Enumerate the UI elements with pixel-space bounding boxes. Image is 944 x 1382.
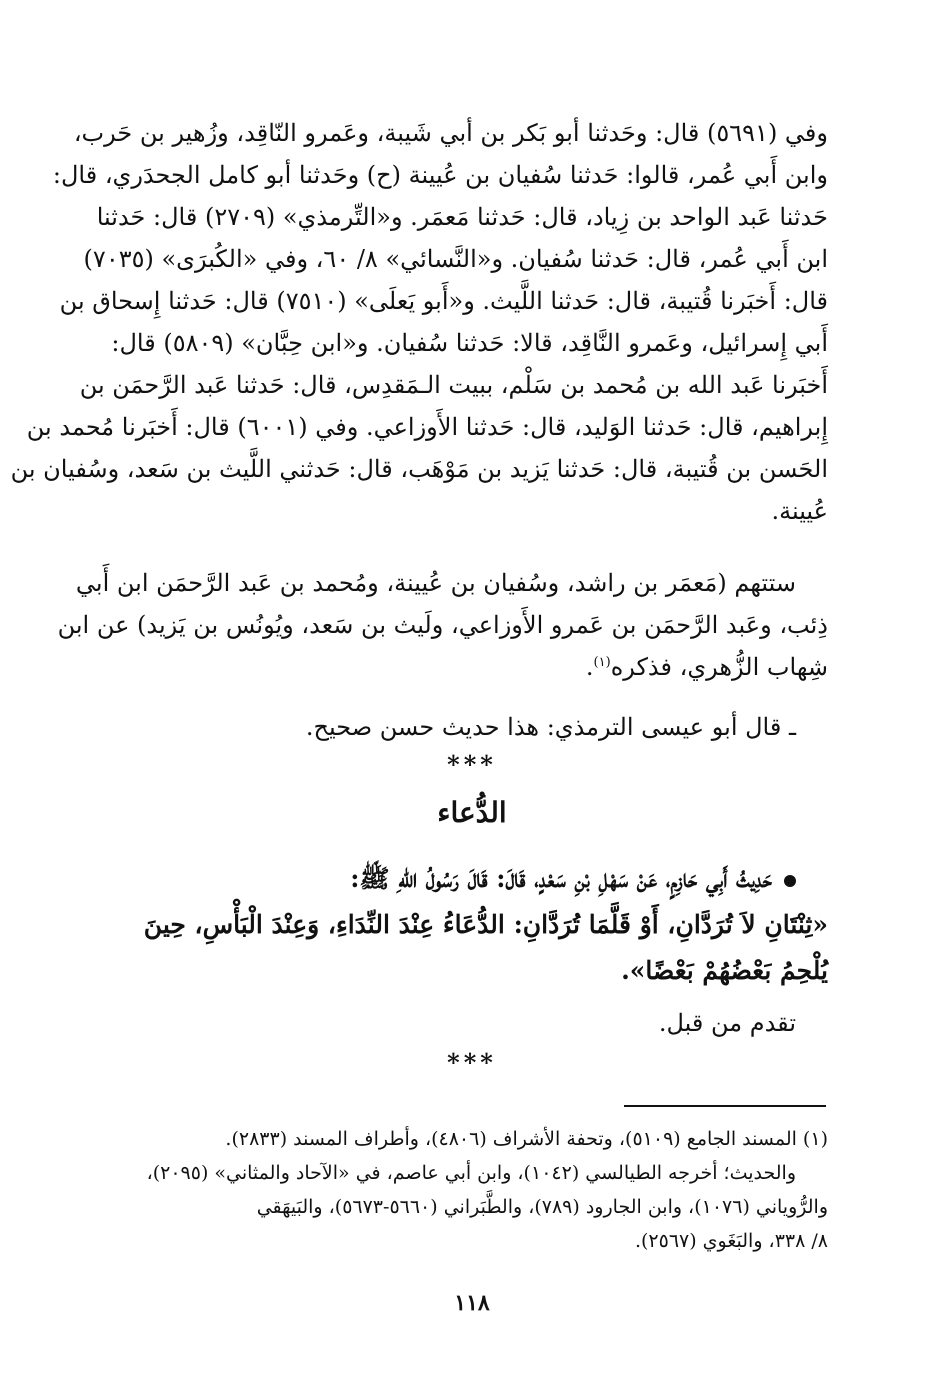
text-line: ذِئب، وعَبد الرَّحمَن بن عَمرو الأَوزاعي، ولَيث بن سَعد، ويُونُس بن يَزيد) عن ابن xyxy=(57,611,828,639)
section-separator: *** xyxy=(447,750,497,779)
text-line: قال: أَخبَرنا قُتيبة، قال: حَدثنا اللَّيث. و«أَبو يَعلَى» (٧٥١٠) قال: حَدثنا إِسحاق بن xyxy=(59,287,828,315)
bullet-icon xyxy=(784,875,796,887)
section-separator: *** xyxy=(447,1048,497,1077)
text-line: الحَسن بن قُتيبة، قال: حَدثنا يَزيد بن مَوْهَب، قال: حَدثني اللَّيث بن سَعد، وسُفيان بن xyxy=(10,455,828,483)
hadith-line: «ثِنْتَانِ لاَ تُرَدَّانِ، أَوْ قَلَّمَا تُرَدَّانِ: الدُّعَاءُ عِنْدَ النِّدَاءِ، وَعِنْدَ الْبَأْسِ، حِينَ xyxy=(143,910,828,939)
text-line: حَدثنا عَبد الواحد بن زِياد، قال: حَدثنا مَعمَر. و«التِّرمذي» (٢٧٠٩) قال: حَدثنا xyxy=(96,203,828,231)
text-line: أَخبَرنا عَبد الله بن مُحمد بن سَلْم، ببيت الـمَقدِس، قال: حَدثنا عَبد الرَّحمَن بن xyxy=(79,371,828,399)
page-number: ١١٨ xyxy=(454,1290,490,1316)
hadith-line xyxy=(78,856,828,902)
section-heading: الدُّعاء xyxy=(437,796,507,829)
footnote-line: والرُّوياني (١٠٧٦)، وابن الجارود (٧٨٩)، والطَّبَراني (٥٦٦٠-٥٦٧٣)، والبَيهَقي xyxy=(256,1196,828,1218)
text-line: إِبراهيم، قال: حَدثنا الوَليد، قال: حَدثنا الأَوزاعي. وفي (٦٠٠١) قال: أَخبَرنا مُحمد بن xyxy=(26,413,828,441)
hadith-line: يُلْحِمُ بَعْضُهُمْ بَعْضًا». xyxy=(621,956,828,985)
footnotes xyxy=(78,1122,828,1258)
footnote-divider xyxy=(624,1105,826,1107)
text-line xyxy=(78,646,828,688)
footnote-reference[interactable]: (١) xyxy=(593,655,611,670)
footnote-line: والحديث؛ أخرجه الطيالسي (١٠٤٢)، وابن أبي عاصم، في «الآحاد والمثاني» (٢٠٩٥)، xyxy=(146,1162,796,1184)
hadith-block xyxy=(78,856,828,994)
narrators-paragraph xyxy=(57,562,828,688)
text-line: ابن أَبي عُمر، قال: حَدثنا سُفيان. و«النَّسائي» ٨/ ٦٠، وفي «الكُبرَى» (٧٠٣٥) xyxy=(83,245,828,273)
text-line: ستتهم (مَعمَر بن راشد، وسُفيان بن عُيينة، ومُحمد بن عَبد الرَّحمَن ابن أَبي xyxy=(75,569,796,597)
footnote-line: (١) المسند الجامع (٥١٠٩)، وتحفة الأشراف (٤٨٠٦)، وأطراف المسند (٢٨٣٣). xyxy=(225,1128,828,1150)
text-line: وابن أَبي عُمر، قالوا: حَدثنا سُفيان بن عُيينة (ح) وحَدثنا أبو كامل الجحدَري، قال: xyxy=(52,161,828,189)
hadith-intro: حَدِيثُ أَبِي حَازِمٍ، عَنْ سَهْلِ بْنِ سَعْدٍ، قَالَ: قَالَ رَسُولُ اللهِ ﷺ: xyxy=(350,864,772,893)
footnote-line: ٨/ ٣٣٨، والبَغَوي (٢٥٦٧). xyxy=(634,1230,828,1252)
text-line: تقدم من قبل. xyxy=(658,1009,796,1037)
takhrij-paragraph xyxy=(10,112,828,532)
text-line: ـ قال أبو عيسى الترمذي: هذا حديث حسن صحيح. xyxy=(305,713,796,741)
text-line: أَبي إِسرائيل، وعَمرو النَّاقِد، قالا: حَدثنا سُفيان. و«ابن حِبَّان» (٥٨٠٩) قال: xyxy=(111,329,828,357)
cross-reference xyxy=(78,1002,828,1044)
period: . xyxy=(585,653,594,681)
text-segment: شِهاب الزُّهري، فذكره xyxy=(610,653,828,681)
text-line: وفي (٥٦٩١) قال: وحَدثنا أبو بَكر بن أبي شَيبة، وعَمرو النّاقِد، وزُهير بن حَرب، xyxy=(73,119,828,147)
text-line: عُيينة. xyxy=(771,497,828,525)
tirmidhi-verdict xyxy=(78,706,828,748)
